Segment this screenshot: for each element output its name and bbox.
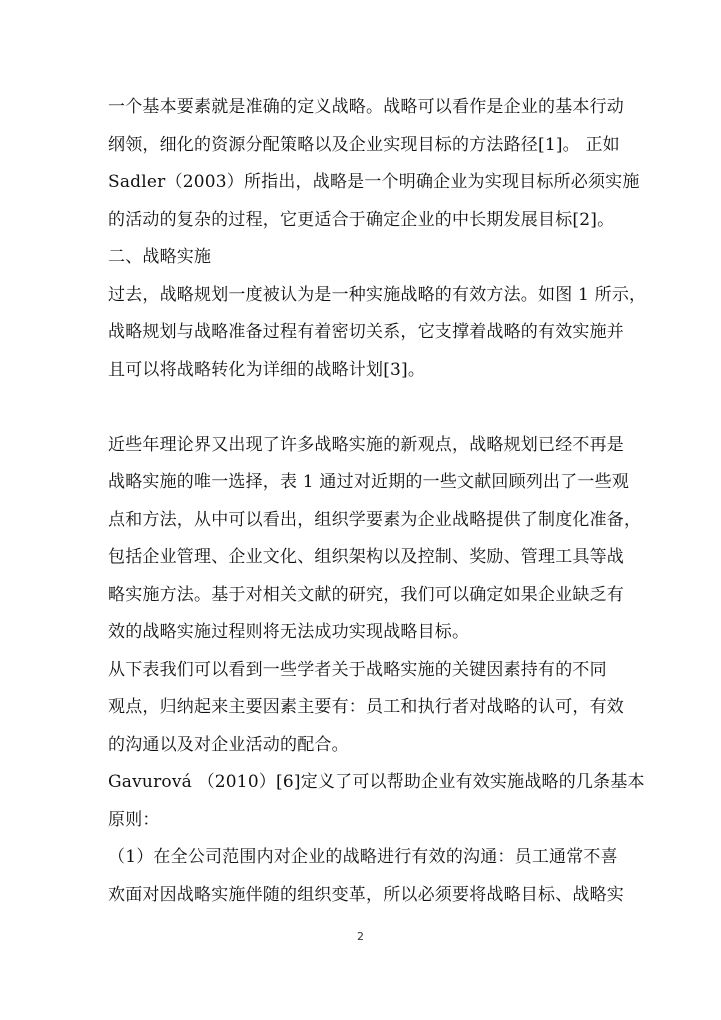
text-line: 的活动的复杂的过程，它更适合于确定企业的中长期发展目标[2]。 <box>108 209 615 230</box>
text-line: 的沟通以及对企业活动的配合。 <box>108 734 349 755</box>
text-line: 略实施方法。基于对相关文献的研究，我们可以确定如果企业缺乏有 <box>108 584 624 605</box>
section-heading: 二、战略实施 <box>108 247 212 267</box>
text-line: Gavurová （2010）[6]定义了可以帮助企业有效实施战略的几条基本 <box>108 772 645 792</box>
text-line: 战略实施的唯一选择，表 1 通过对近期的一些文献回顾列出了一些观 <box>108 472 630 492</box>
text-line: 从下表我们可以看到一些学者关于战略实施的关键因素持有的不同 <box>108 659 607 680</box>
text-line: 效的战略实施过程则将无法成功实现战略目标。 <box>108 622 470 642</box>
text-line: 且可以将战略转化为详细的战略计划[3]。 <box>108 359 426 380</box>
text-line: 观点，归纳起来主要因素主要有：员工和执行者对战略的认可，有效 <box>108 697 624 717</box>
paragraph-gap <box>108 392 615 430</box>
text-line: 纲领，细化的资源分配策略以及企业实现目标的方法路径[1]。 正如 <box>108 134 620 155</box>
text-line: 近些年理论界又出现了许多战略实施的新观点，战略规划已经不再是 <box>108 434 624 455</box>
text-line: Sadler（2003）所指出，战略是一个明确企业为实现目标所必须实施 <box>108 172 640 192</box>
text-line: 战略规划与战略准备过程有着密切关系，它支撑着战略的有效实施并 <box>108 322 624 342</box>
text-line: （1）在全公司范围内对企业的战略进行有效的沟通：员工通常不喜 <box>108 847 618 867</box>
text-line: 一个基本要素就是准确的定义战略。战略可以看作是企业的基本行动 <box>108 97 624 117</box>
text-line: 欢面对因战略实施伴随的组织变革，所以必须要将战略目标、战略实 <box>108 884 624 905</box>
document-body <box>108 92 647 917</box>
page-number: 2 <box>357 930 364 943</box>
text-line: 原则： <box>108 809 160 830</box>
text-line: 包括企业管理、企业文化、组织架构以及控制、奖励、管理工具等战 <box>108 547 624 567</box>
text-line: 过去，战略规划一度被认为是一种实施战略的有效方法。如图 1 所示， <box>108 284 647 305</box>
text-line: 点和方法，从中可以看出，组织学要素为企业战略提供了制度化准备， <box>108 509 642 530</box>
